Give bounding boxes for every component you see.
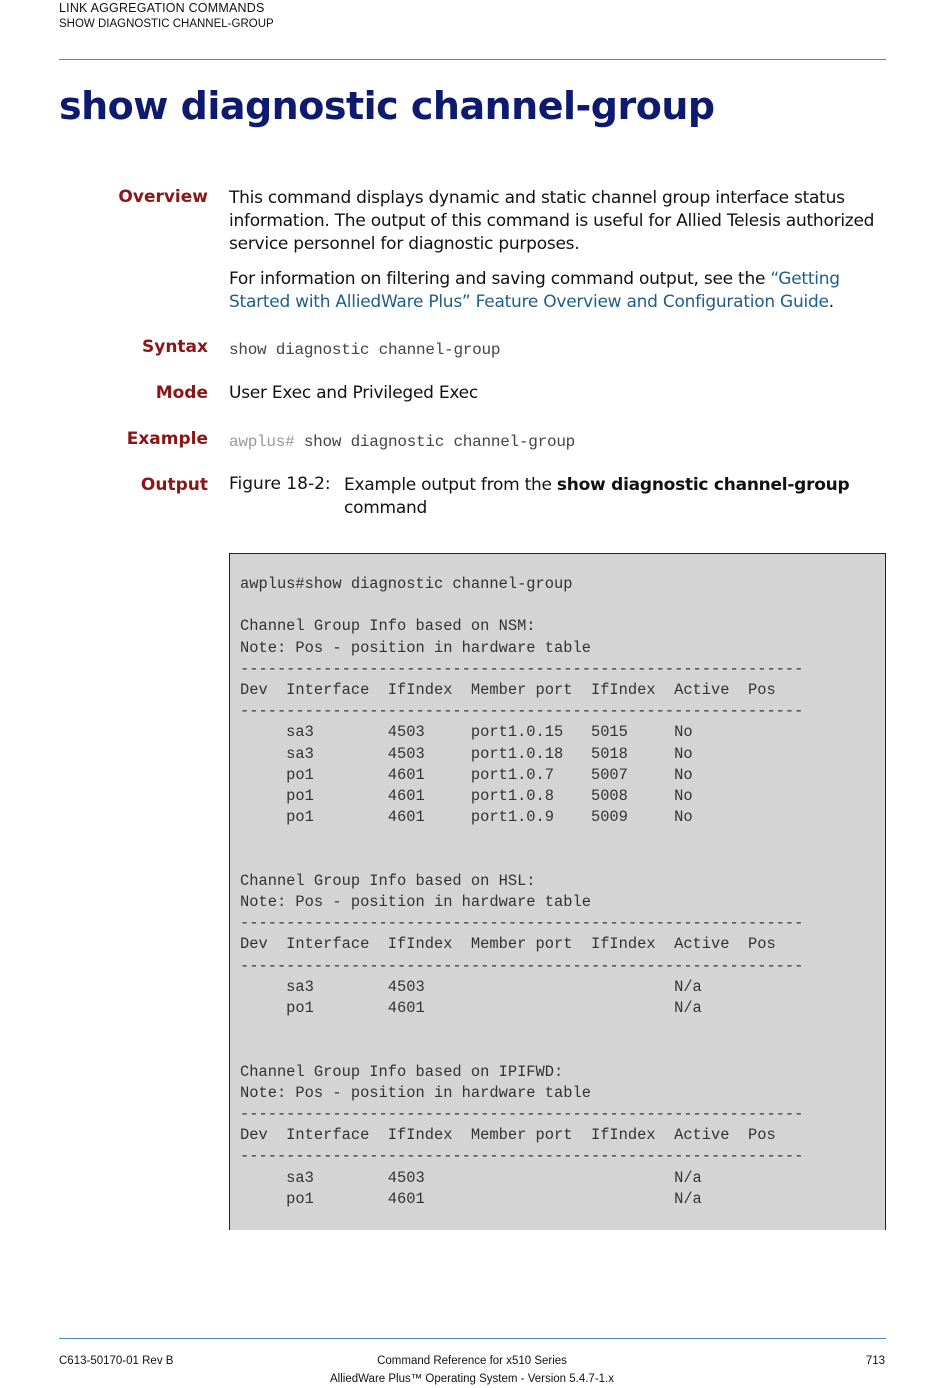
overview-paragraph-1: This command displays dynamic and static channel group interface status information. The output of this command is useful for Allied Telesis authorized service personnel for diagnostic purposes. (229, 188, 875, 254)
running-header (59, 0, 274, 32)
output-label: Output (140, 475, 208, 495)
figure-caption-bold: show diagnostic channel-group (556, 475, 850, 495)
mode-value: User Exec and Privileged Exec (229, 383, 478, 403)
command-output-text: awplus#show diagnostic channel-group Channel Group Info based on NSM: Note: Pos - position in hardware table ------------------------------------------------------------- Dev Interface IfIndex Member port IfIndex Active Pos ------------------------------------------------------------- sa3 4503 port1.0.15 5015 No sa3 4503 port1.0.18 5018 No po1 4601 port1.0.7 5007 No po1 4601 port1.0.8 5008 No po1 4601 port1.0.9 5009 No Channel Group Info based on HSL: Note: Pos - position in hardware table ------------------------------------------------------------- Dev Interface IfIndex Member port IfIndex Active Pos ------------------------------------------------------------- sa3 4503 N/a po1 4601 N/a Channel Group Info based on IPIFWD: Note: Pos - position in hardware table ------------------------------------------------------------- Dev Interface IfIndex Member port IfIndex Active Pos ------------------------------------------------------------- sa3 4503 N/a po1 4601 N/a (240, 575, 804, 1208)
overview-body (229, 187, 889, 314)
example-prompt: awplus# (229, 433, 295, 451)
guide-link[interactable]: “Getting Started with AlliedWare Plus” Feature Overview and Configuration Guide (229, 269, 840, 312)
figure-caption-suffix: command (344, 498, 428, 518)
example-command (229, 431, 889, 454)
overview-para2-suffix: . (828, 292, 834, 312)
command-output-box (229, 553, 886, 1230)
overview-label: Overview (118, 187, 208, 207)
syntax-command: show diagnostic channel-group (229, 341, 501, 359)
figure-caption (344, 474, 864, 520)
syntax-label: Syntax (142, 337, 208, 357)
footer-document-id: C613-50170-01 Rev B (59, 1355, 174, 1367)
example-command-text: show diagnostic channel-group (294, 433, 576, 451)
footer-reference-title: Command Reference for x510 Series (377, 1355, 567, 1367)
header-rule (59, 59, 886, 60)
example-label: Example (126, 429, 208, 449)
overview-paragraph-2 (229, 268, 889, 314)
page-title: show diagnostic channel-group (59, 84, 715, 128)
figure-caption-prefix: Example output from the (344, 475, 557, 495)
footer-rule (59, 1338, 886, 1339)
figure-number: Figure 18-2: (229, 474, 331, 494)
header-sub-line: SHOW DIAGNOSTIC CHANNEL-GROUP (59, 18, 274, 30)
footer-page-number: 713 (865, 1355, 885, 1367)
header-section-line: LINK AGGREGATION COMMANDS (59, 1, 265, 15)
mode-label: Mode (155, 383, 208, 403)
footer-os-version: AlliedWare Plus™ Operating System - Version 5.4.7-1.x (330, 1373, 614, 1385)
overview-para2-prefix: For information on filtering and saving command output, see the (229, 269, 771, 289)
